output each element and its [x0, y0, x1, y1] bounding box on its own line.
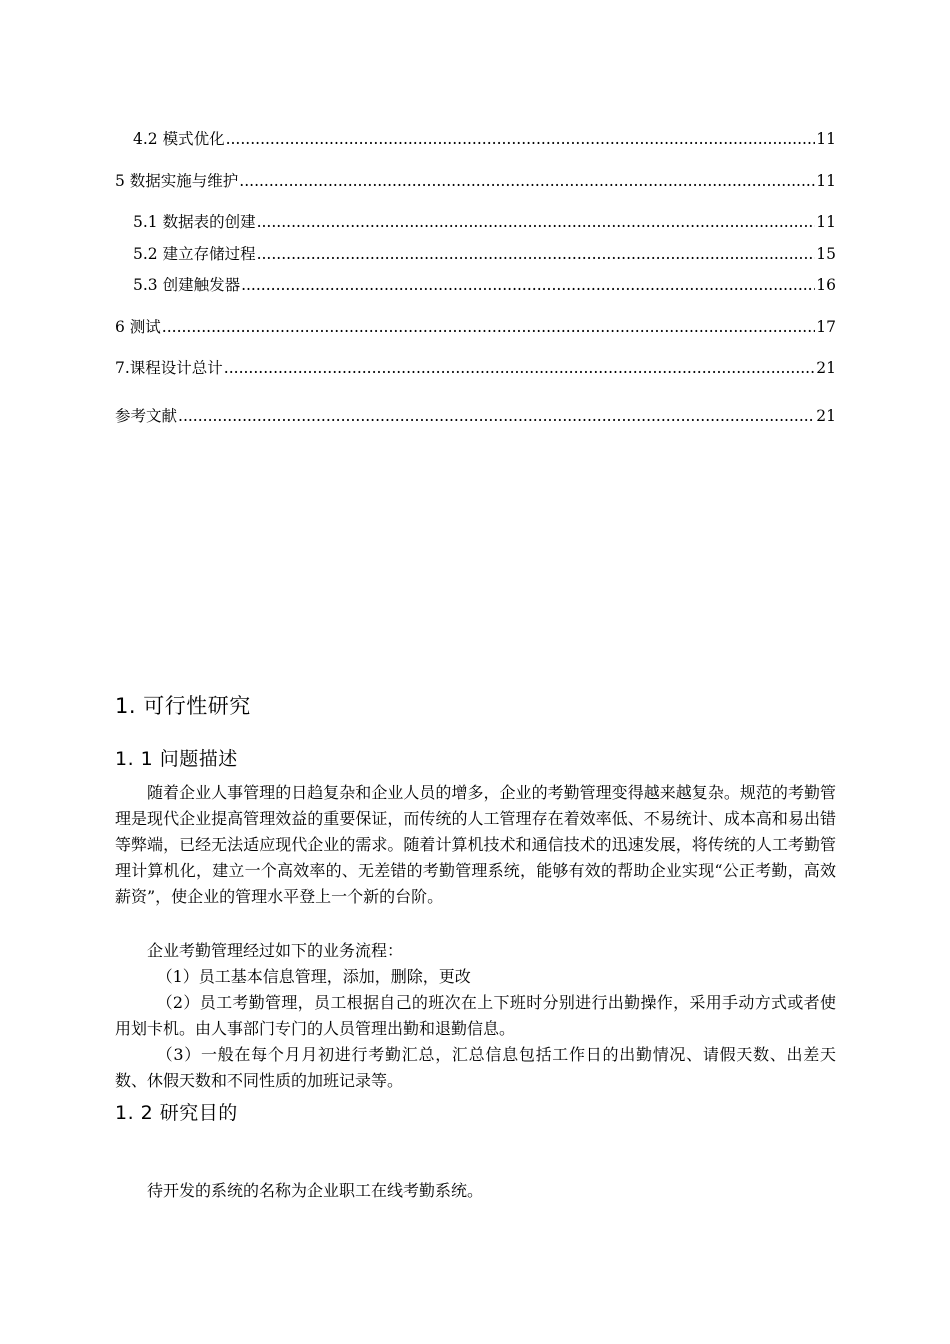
toc-entry[interactable] [115, 170, 836, 192]
flow-item: （2）员工考勤管理，员工根据自己的班次在上下班时分别进行出勤操作，采用手动方式或者使用划卡机。由人事部门专门的人员管理出勤和退勤信息。 [115, 993, 836, 1038]
intro-paragraph: 随着企业人事管理的日趋复杂和企业人员的增多，企业的考勤管理变得越来越复杂。规范的考勤管理是现代企业提高管理效益的重要保证，而传统的人工管理存在着效率低、不易统计、成本高和易出错等弊端，已经无法适应现代企业的需求。随着计算机技术和通信技术的迅速发展，将传统的人工考勤管理计算机化，建立一个高效率的、无差错的考勤管理系统，能够有效的帮助企业实现“公正考勤，高效薪资”，使企业的管理水平登上一个新的台阶。 [115, 783, 836, 906]
toc-entry-page: 21 [816, 407, 836, 425]
toc-entry[interactable] [133, 274, 836, 296]
toc-entry-title: 5.3 创建触发器 [133, 276, 241, 294]
toc-entry[interactable] [115, 357, 836, 379]
toc-entry-page: 11 [816, 213, 836, 231]
toc-entry-title: 6 测试 [115, 318, 161, 336]
toc-leader-dots [257, 243, 816, 265]
toc-entry[interactable] [115, 316, 836, 338]
toc-entry-title: 5.2 建立存储过程 [133, 245, 256, 263]
toc-entry-title: 参考文献 [115, 407, 178, 425]
toc-entry-title: 4.2 模式优化 [133, 130, 225, 148]
toc-entry-page: 15 [816, 245, 836, 263]
section-heading: 1. 可行性研究 [115, 694, 251, 718]
toc-entry[interactable] [133, 211, 836, 233]
flow-items-list [115, 964, 836, 1094]
intro-paragraph-block [115, 780, 836, 910]
subsection-heading: 1. 2 研究目的 [115, 1102, 238, 1124]
toc-entry-page: 11 [816, 130, 836, 148]
toc-entry-page: 11 [816, 172, 836, 190]
goal-paragraph-block [115, 1178, 836, 1204]
toc-entry-title: 5.1 数据表的创建 [133, 213, 256, 231]
goal-paragraph: 待开发的系统的名称为企业职工在线考勤系统。 [147, 1181, 484, 1200]
flow-lead-block [115, 938, 836, 964]
toc-entry[interactable] [133, 243, 836, 265]
toc-entry-page: 21 [816, 359, 836, 377]
toc-entry-title: 7.课程设计总计 [115, 359, 223, 377]
toc-entry-page: 17 [816, 318, 836, 336]
flow-lead-paragraph: 企业考勤管理经过如下的业务流程： [147, 941, 404, 960]
subsection-heading: 1. 1 问题描述 [115, 748, 238, 770]
flow-item: （3）一般在每个月月初进行考勤汇总，汇总信息包括工作日的出勤情况、请假天数、出差天数、休假天数和不同性质的加班记录等。 [115, 1045, 836, 1090]
toc-entry[interactable] [115, 405, 836, 427]
toc-leader-dots [224, 357, 815, 379]
toc-leader-dots [226, 128, 816, 150]
toc-leader-dots [178, 405, 815, 427]
toc-leader-dots [241, 274, 815, 296]
toc-entry-page: 16 [816, 276, 836, 294]
toc-entry-title: 5 数据实施与维护 [115, 172, 239, 190]
toc-leader-dots [257, 211, 816, 233]
toc-leader-dots [239, 170, 815, 192]
toc-entry[interactable] [133, 128, 836, 150]
flow-item: （1）员工基本信息管理，添加，删除，更改 [156, 967, 471, 986]
toc-leader-dots [162, 316, 815, 338]
